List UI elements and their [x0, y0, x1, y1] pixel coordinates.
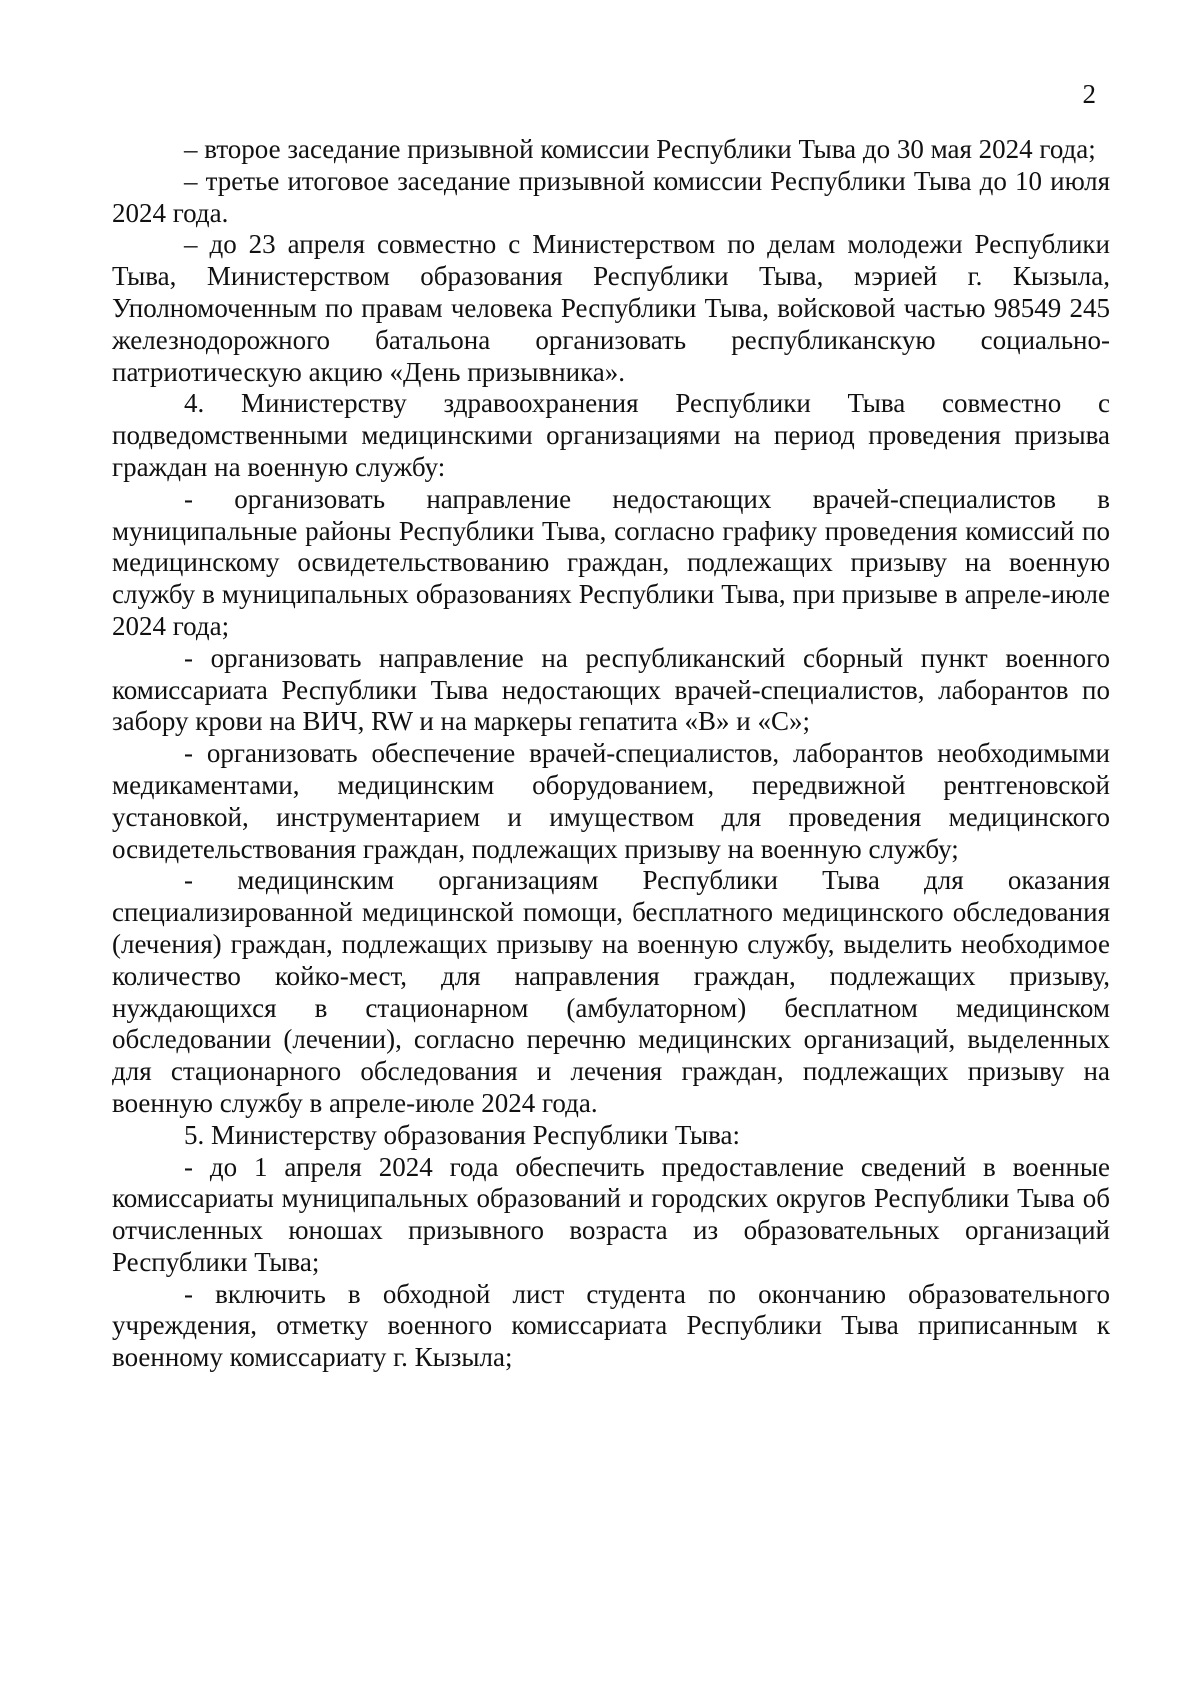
paragraph: - медицинским организациям Республики Тыва для оказания специализированной медицинской помощи, бесплатного медицинского обследования (лечения) граждан, подлежащих призыву на военную службу, выделить необходимое количество койко-мест, для направления граждан, подлежащих призыву, нуждающихся в стационарном (амбулаторном) бесплатном медицинском обследовании (лечении), согласно перечню медицинских организаций, выделенных для стационарного обследования и лечения граждан, подлежащих призыву на военную службу в апреле-июле 2024 года.	[112, 865, 1110, 1118]
paragraph: - до 1 апреля 2024 года обеспечить предоставление сведений в военные комиссариаты муниципальных образований и городских округов Республики Тыва об отчисленных юношах призывного возраста из образовательных организаций Республики Тыва;	[112, 1151, 1110, 1277]
page-number: 2	[1082, 79, 1096, 109]
paragraph: 4. Министерству здравоохранения Республики Тыва совместно с подведомственными медицинскими организациями на период проведения призыва граждан на военную службу:	[112, 388, 1110, 482]
document-body	[112, 134, 1110, 1374]
paragraph: - включить в обходной лист студента по окончанию образовательного учреждения, отметку военного комиссариата Республики Тыва приписанным к военному комиссариату г. Кызыла;	[112, 1278, 1110, 1373]
paragraph: 5. Министерству образования Республики Тыва:	[184, 1119, 741, 1150]
paragraph: – третье итоговое заседание призывной комиссии Республики Тыва до 10 июля 2024 года.	[112, 165, 1110, 228]
paragraph: - организовать направление недостающих врачей-специалистов в муниципальные районы Республики Тыва, согласно графику проведения комиссий по медицинскому освидетельствованию граждан, подлежащих призыву на военную службу в муниципальных образованиях Республики Тыва, при призыве в апреле-июле 2024 года;	[112, 483, 1110, 641]
paragraph: - организовать обеспечение врачей-специалистов, лаборантов необходимыми медикаментами, медицинским оборудованием, передвижной рентгеновской установкой, инструментарием и имуществом для проведения медицинского освидетельствования граждан, подлежащих призыву на военную службу;	[112, 738, 1110, 864]
paragraph: – до 23 апреля совместно с Министерством по делам молодежи Республики Тыва, Министерством образования Республики Тыва, мэрией г. Кызыла, Уполномоченным по правам человека Республики Тыва, войсковой частью 98549 245 железнодорожного батальона организовать республиканскую социально-патриотическую акцию «День призывника».	[112, 229, 1110, 387]
paragraph: - организовать направление на республиканский сборный пункт военного комиссариата Республики Тыва недостающих врачей-специалистов, лаборантов по забору крови на ВИЧ, RW и на маркеры гепатита «В» и «С»;	[112, 642, 1110, 737]
paragraph: – второе заседание призывной комиссии Республики Тыва до 30 мая 2024 года;	[184, 134, 1096, 164]
